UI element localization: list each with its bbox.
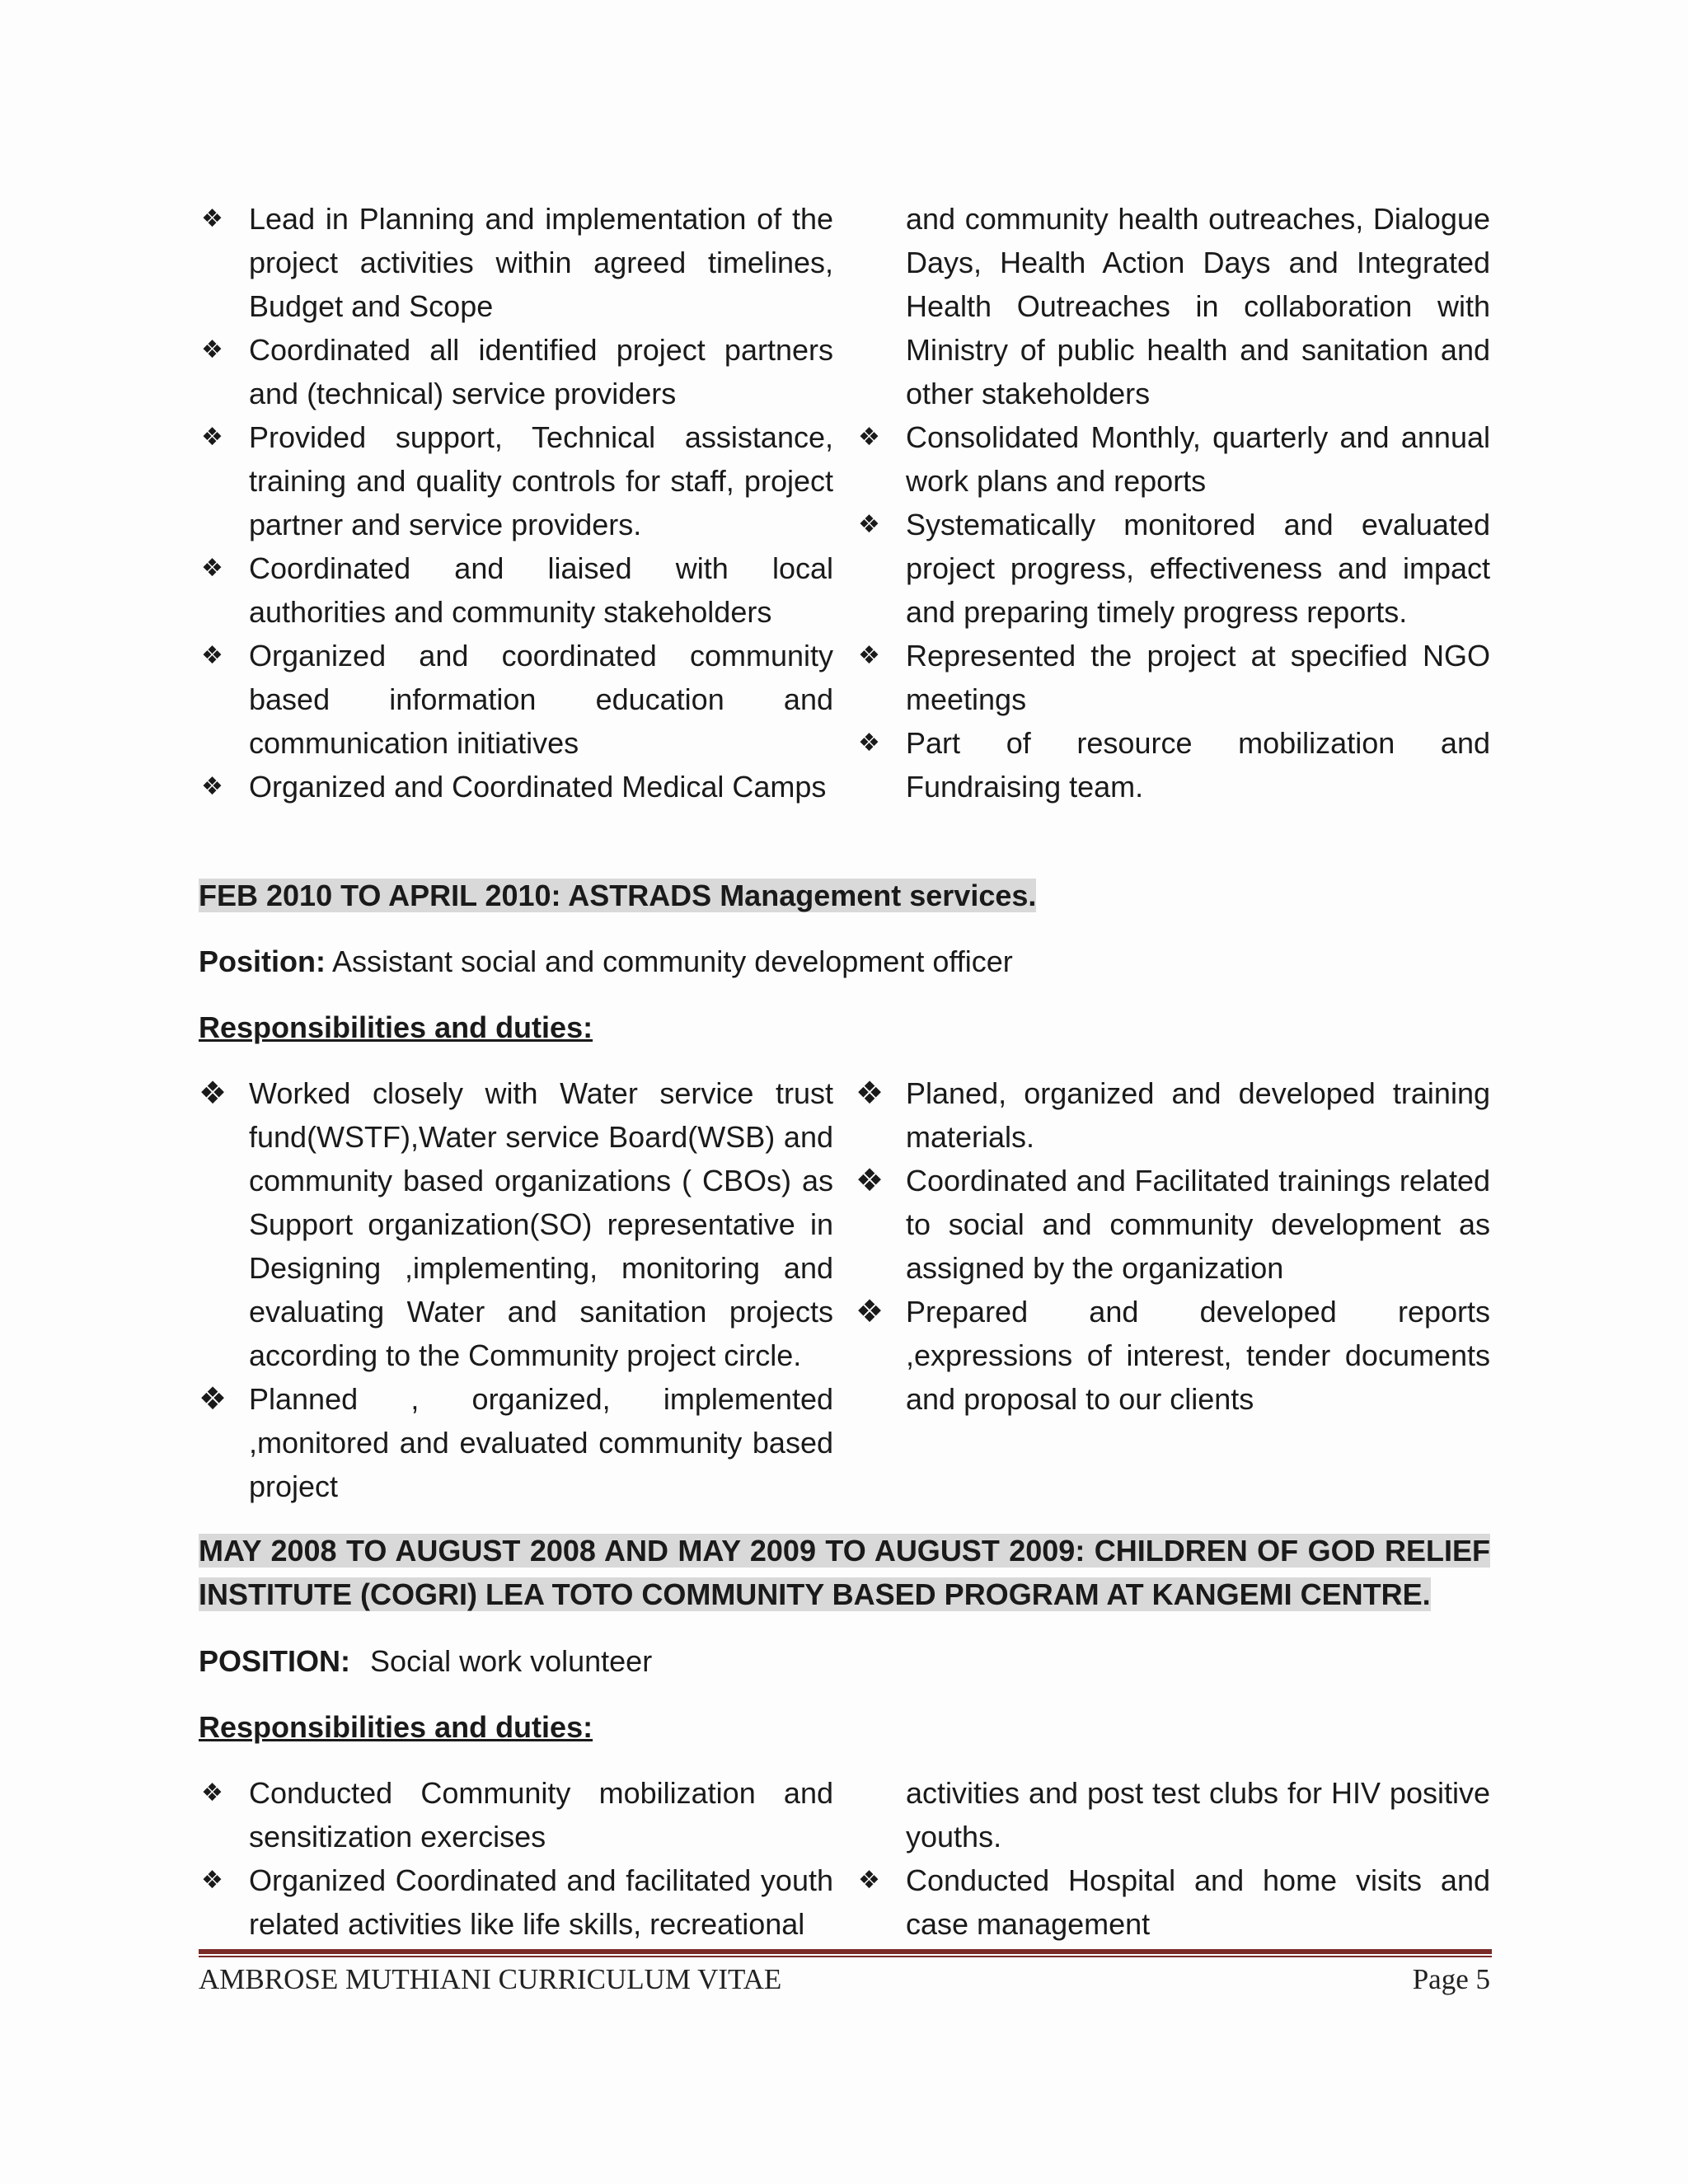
section2-heading <box>199 874 1490 917</box>
list-item: ❖ Part of resource mobilization and Fundraising team. <box>856 721 1490 808</box>
list-item: ❖ Organized Coordinated and facilitated youth related activities like life skills, recreational <box>199 1858 833 1946</box>
list-item: ❖ Conducted Community mobilization and sensitization exercises <box>199 1771 833 1858</box>
section2-heading-text: FEB 2010 TO APRIL 2010: ASTRADS Management services. <box>199 879 1037 912</box>
page-number: Page 5 <box>1412 1963 1490 1995</box>
list-item-continuation: and community health outreaches, Dialogue Days, Health Action Days and Integrated Health Outreaches in collaboration with Ministry of public health and sanitation and other stakeholders <box>906 202 1490 410</box>
position-label: POSITION: <box>199 1644 351 1678</box>
section3-left-column <box>199 1771 833 1946</box>
section1-right-column <box>856 197 1490 808</box>
section1-left-column <box>199 197 833 808</box>
list-item: ❖ Conducted Hospital and home visits and case management <box>856 1858 1490 1946</box>
page-footer <box>199 1960 1490 1999</box>
section3-heading-text: MAY 2008 TO AUGUST 2008 AND MAY 2009 TO AUGUST 2009: CHILDREN OF GOD RELIEF INSTITUTE (COGRI) LEA TOTO COMMUNITY BASED PROGRAM AT KANGEMI CENTRE. <box>199 1534 1490 1611</box>
section3-left-list <box>199 1771 833 1946</box>
section1-right-list <box>856 415 1490 808</box>
section2-responsibilities-label: Responsibilities and duties: <box>199 1010 593 1044</box>
list-item: ❖ Represented the project at specified NGO meetings <box>856 634 1490 721</box>
list-item: ❖ Planned , organized, implemented ,monitored and evaluated community based project <box>199 1377 833 1508</box>
list-item: ❖ Worked closely with Water service trust fund(WSTF),Water service Board(WSB) and community based organizations ( CBOs) as Support organization(SO) representative in Designing ,implementing, monitoring and evaluating Water and sanitation projects according to the Community project circle. <box>199 1071 833 1377</box>
section3-heading <box>199 1529 1490 1616</box>
list-item: ❖ Systematically monitored and evaluated project progress, effectiveness and impact and preparing timely progress reports. <box>856 503 1490 634</box>
section3-responsibilities-label: Responsibilities and duties: <box>199 1710 593 1744</box>
list-item: ❖ Organized and Coordinated Medical Camps <box>199 765 833 808</box>
list-item: ❖ Coordinated and Facilitated trainings related to social and community development as assigned by the organization <box>856 1159 1490 1290</box>
section3-columns <box>199 1771 1490 1946</box>
section2-columns <box>199 1071 1490 1508</box>
list-item: ❖ Coordinated and liaised with local authorities and community stakeholders <box>199 546 833 634</box>
section2-left-list <box>199 1071 833 1508</box>
section2-position <box>199 940 1013 983</box>
section1-columns <box>199 197 1490 808</box>
section2-right-list <box>856 1071 1490 1421</box>
list-item: ❖ Organized and coordinated community based information education and communication initiatives <box>199 634 833 765</box>
list-item: ❖ Provided support, Technical assistance, training and quality controls for staff, project partner and service providers. <box>199 415 833 546</box>
footer-divider <box>199 1949 1492 1957</box>
position-value: Assistant social and community development officer <box>332 944 1013 978</box>
section3-right-list <box>856 1858 1490 1946</box>
list-item: ❖ Coordinated all identified project partners and (technical) service providers <box>199 328 833 415</box>
section2-right-column <box>856 1071 1490 1508</box>
list-item: ❖ Prepared and developed reports ,expressions of interest, tender documents and proposal to our clients <box>856 1290 1490 1421</box>
list-item: ❖ Consolidated Monthly, quarterly and annual work plans and reports <box>856 415 1490 503</box>
list-item: ❖ Planed, organized and developed training materials. <box>856 1071 1490 1159</box>
section2-left-column <box>199 1071 833 1508</box>
position-value: Social work volunteer <box>370 1644 653 1678</box>
section1-left-list <box>199 197 833 808</box>
list-item: ❖ Lead in Planning and implementation of the project activities within agreed timelines, Budget and Scope <box>199 197 833 328</box>
position-label: Position: <box>199 944 326 978</box>
section3-position <box>199 1639 652 1683</box>
section3-right-column <box>856 1771 1490 1946</box>
footer-title: AMBROSE MUTHIANI CURRICULUM VITAE <box>199 1963 782 1995</box>
list-item-continuation: activities and post test clubs for HIV positive youths. <box>906 1776 1490 1854</box>
